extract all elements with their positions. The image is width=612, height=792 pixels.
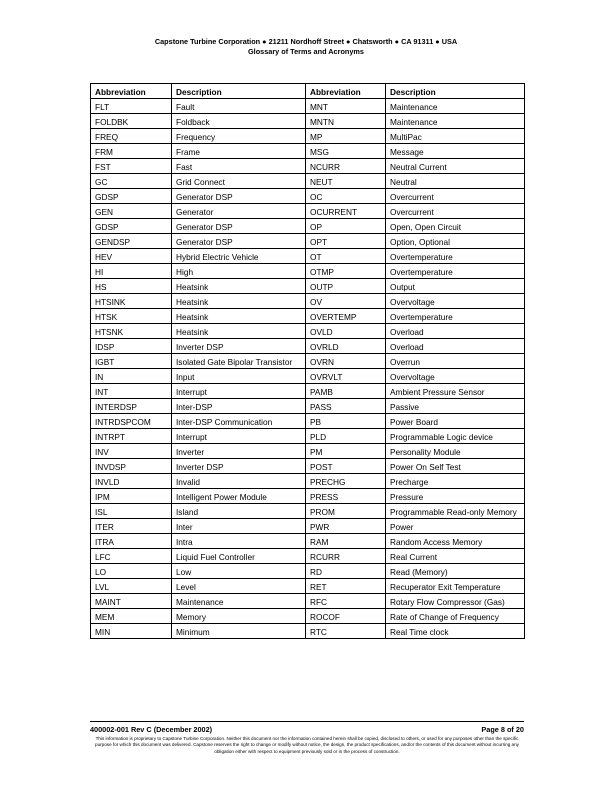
description-cell: High: [172, 264, 306, 279]
abbreviation-cell: GDSP: [91, 219, 172, 234]
abbreviation-cell-2: OVRN: [306, 354, 386, 369]
description-cell: Heatsink: [172, 279, 306, 294]
description-cell: Interrupt: [172, 384, 306, 399]
description-cell: Frame: [172, 144, 306, 159]
table-row: [91, 384, 525, 399]
page-header: [0, 37, 612, 57]
description-cell-2: Overload: [386, 324, 525, 339]
abbreviation-cell: HS: [91, 279, 172, 294]
description-cell-2: Real Time clock: [386, 624, 525, 639]
description-cell-2: Overtemperature: [386, 309, 525, 324]
abbreviation-cell: FREQ: [91, 129, 172, 144]
table-row: [91, 234, 525, 249]
table-row: [91, 354, 525, 369]
abbreviation-cell-2: POST: [306, 459, 386, 474]
abbreviation-cell-2: PB: [306, 414, 386, 429]
table-row: [91, 324, 525, 339]
description-cell-2: Power: [386, 519, 525, 534]
col-header-description: Description: [172, 84, 306, 99]
description-cell: Isolated Gate Bipolar Transistor: [172, 354, 306, 369]
description-cell-2: Output: [386, 279, 525, 294]
description-cell: Intelligent Power Module: [172, 489, 306, 504]
abbreviation-cell-2: RAM: [306, 534, 386, 549]
abbreviation-cell: INV: [91, 444, 172, 459]
description-cell-2: Neutral Current: [386, 159, 525, 174]
description-cell-2: Programmable Logic device: [386, 429, 525, 444]
abbreviation-cell-2: RD: [306, 564, 386, 579]
description-cell-2: Overload: [386, 339, 525, 354]
abbreviation-cell: INTRDSPCOM: [91, 414, 172, 429]
abbreviation-cell: ITRA: [91, 534, 172, 549]
abbreviation-cell: GENDSP: [91, 234, 172, 249]
abbreviation-cell: INTERDSP: [91, 399, 172, 414]
table-row: [91, 459, 525, 474]
table-row: [91, 534, 525, 549]
description-cell: Inter: [172, 519, 306, 534]
table-row: [91, 264, 525, 279]
description-cell: Fast: [172, 159, 306, 174]
abbreviation-cell-2: OV: [306, 294, 386, 309]
description-cell-2: Option, Optional: [386, 234, 525, 249]
description-cell-2: Overtemperature: [386, 249, 525, 264]
description-cell-2: Overcurrent: [386, 189, 525, 204]
description-cell: Island: [172, 504, 306, 519]
description-cell: Generator DSP: [172, 219, 306, 234]
description-cell: Low: [172, 564, 306, 579]
description-cell-2: Rotary Flow Compressor (Gas): [386, 594, 525, 609]
abbreviation-cell: HTSK: [91, 309, 172, 324]
abbreviation-cell: INVLD: [91, 474, 172, 489]
table-row: [91, 144, 525, 159]
description-cell: Maintenance: [172, 594, 306, 609]
abbreviation-cell: FST: [91, 159, 172, 174]
abbreviation-cell: FRM: [91, 144, 172, 159]
table-row: [91, 174, 525, 189]
abbreviation-cell-2: RET: [306, 579, 386, 594]
glossary-table: [90, 83, 525, 639]
description-cell-2: Overcurrent: [386, 204, 525, 219]
description-cell-2: Overvoltage: [386, 369, 525, 384]
abbreviation-cell: HTSINK: [91, 294, 172, 309]
description-cell-2: MultiPac: [386, 129, 525, 144]
abbreviation-cell: GDSP: [91, 189, 172, 204]
table-row: [91, 294, 525, 309]
description-cell-2: Precharge: [386, 474, 525, 489]
glossary-table-header: [91, 84, 525, 99]
abbreviation-cell-2: RCURR: [306, 549, 386, 564]
abbreviation-cell-2: NCURR: [306, 159, 386, 174]
table-row: [91, 369, 525, 384]
description-cell-2: Passive: [386, 399, 525, 414]
abbreviation-cell: MEM: [91, 609, 172, 624]
description-cell-2: Open, Open Circuit: [386, 219, 525, 234]
abbreviation-cell: IGBT: [91, 354, 172, 369]
abbreviation-cell-2: OTMP: [306, 264, 386, 279]
table-row: [91, 414, 525, 429]
abbreviation-cell-2: MP: [306, 129, 386, 144]
description-cell-2: Power Board: [386, 414, 525, 429]
abbreviation-cell: GC: [91, 174, 172, 189]
abbreviation-cell-2: PROM: [306, 504, 386, 519]
abbreviation-cell-2: OUTP: [306, 279, 386, 294]
abbreviation-cell-2: MSG: [306, 144, 386, 159]
description-cell-2: Random Access Memory: [386, 534, 525, 549]
description-cell-2: Maintenance: [386, 99, 525, 114]
abbreviation-cell-2: OP: [306, 219, 386, 234]
description-cell-2: Real Current: [386, 549, 525, 564]
description-cell-2: Message: [386, 144, 525, 159]
abbreviation-cell-2: PRECHG: [306, 474, 386, 489]
header-row: [91, 84, 525, 99]
description-cell-2: Personality Module: [386, 444, 525, 459]
table-row: [91, 444, 525, 459]
table-row: [91, 249, 525, 264]
abbreviation-cell: MIN: [91, 624, 172, 639]
abbreviation-cell: ISL: [91, 504, 172, 519]
col-header-abbreviation: Abbreviation: [91, 84, 172, 99]
description-cell: Inter-DSP Communication: [172, 414, 306, 429]
description-cell-2: Power On Self Test: [386, 459, 525, 474]
abbreviation-cell: IN: [91, 369, 172, 384]
description-cell: Inverter DSP: [172, 459, 306, 474]
table-row: [91, 114, 525, 129]
description-cell: Hybrid Electric Vehicle: [172, 249, 306, 264]
abbreviation-cell-2: OVLD: [306, 324, 386, 339]
document-title: Glossary of Terms and Acronyms: [248, 47, 364, 56]
abbreviation-cell: INVDSP: [91, 459, 172, 474]
col-header-description-2: Description: [386, 84, 525, 99]
abbreviation-cell-2: RFC: [306, 594, 386, 609]
abbreviation-cell-2: PWR: [306, 519, 386, 534]
abbreviation-cell: IDSP: [91, 339, 172, 354]
description-cell-2: Overvoltage: [386, 294, 525, 309]
abbreviation-cell-2: ROCOF: [306, 609, 386, 624]
table-row: [91, 129, 525, 144]
abbreviation-cell-2: PASS: [306, 399, 386, 414]
description-cell-2: Programmable Read-only Memory: [386, 504, 525, 519]
table-row: [91, 594, 525, 609]
description-cell: Heatsink: [172, 324, 306, 339]
description-cell: Invalid: [172, 474, 306, 489]
abbreviation-cell: HI: [91, 264, 172, 279]
table-row: [91, 204, 525, 219]
description-cell: Heatsink: [172, 309, 306, 324]
footer-document-id: 400002-001 Rev C (December 2002): [90, 725, 213, 734]
abbreviation-cell-2: OVRVLT: [306, 369, 386, 384]
abbreviation-cell: HTSNK: [91, 324, 172, 339]
description-cell-2: Overtemperature: [386, 264, 525, 279]
abbreviation-cell-2: RTC: [306, 624, 386, 639]
description-cell-2: Overrun: [386, 354, 525, 369]
description-cell: Generator DSP: [172, 234, 306, 249]
abbreviation-cell: HEV: [91, 249, 172, 264]
abbreviation-cell-2: PM: [306, 444, 386, 459]
abbreviation-cell-2: OT: [306, 249, 386, 264]
abbreviation-cell: ITER: [91, 519, 172, 534]
glossary-table-body: [91, 99, 525, 639]
abbreviation-cell: INTRPT: [91, 429, 172, 444]
table-row: [91, 519, 525, 534]
description-cell: Generator DSP: [172, 189, 306, 204]
description-cell-2: Maintenance: [386, 114, 525, 129]
table-row: [91, 609, 525, 624]
table-row: [91, 429, 525, 444]
table-row: [91, 339, 525, 354]
table-row: [91, 564, 525, 579]
description-cell: Fault: [172, 99, 306, 114]
abbreviation-cell: LVL: [91, 579, 172, 594]
abbreviation-cell-2: OVERTEMP: [306, 309, 386, 324]
footer-divider: [90, 721, 524, 722]
abbreviation-cell-2: OVRLD: [306, 339, 386, 354]
description-cell: Frequency: [172, 129, 306, 144]
description-cell: Memory: [172, 609, 306, 624]
description-cell: Minimum: [172, 624, 306, 639]
description-cell-2: Rate of Change of Frequency: [386, 609, 525, 624]
abbreviation-cell-2: OC: [306, 189, 386, 204]
description-cell: Foldback: [172, 114, 306, 129]
table-row: [91, 399, 525, 414]
abbreviation-cell-2: OCURRENT: [306, 204, 386, 219]
company-address-line: Capstone Turbine Corporation ● 21211 Nordhoff Street ● Chatsworth ● CA 91311 ● USA: [154, 37, 458, 46]
abbreviation-cell: FLT: [91, 99, 172, 114]
description-cell: Input: [172, 369, 306, 384]
abbreviation-cell-2: PRESS: [306, 489, 386, 504]
footer-proprietary-notice: This information is proprietary to Capstone Turbine Corporation. Neither this document nor the information contained herein shall be copied, disclosed to others, or used for any purposes other than the specific purpose for which this document was delivered. Capstone reserves the right to change or modify without notice, the design, the product specifications, and/or the contents of this document without incurring any obligation either with respect to equipment previously sold or in the process of construction.: [95, 736, 519, 754]
description-cell: Intra: [172, 534, 306, 549]
table-row: [91, 99, 525, 114]
description-cell: Heatsink: [172, 294, 306, 309]
description-cell: Level: [172, 579, 306, 594]
table-row: [91, 474, 525, 489]
abbreviation-cell: FOLDBK: [91, 114, 172, 129]
description-cell: Generator: [172, 204, 306, 219]
description-cell-2: Pressure: [386, 489, 525, 504]
table-row: [91, 219, 525, 234]
abbreviation-cell: IPM: [91, 489, 172, 504]
table-row: [91, 549, 525, 564]
table-row: [91, 489, 525, 504]
description-cell: Interrupt: [172, 429, 306, 444]
description-cell-2: Recuperator Exit Temperature: [386, 579, 525, 594]
abbreviation-cell-2: MNTN: [306, 114, 386, 129]
description-cell: Inverter: [172, 444, 306, 459]
description-cell-2: Read (Memory): [386, 564, 525, 579]
description-cell: Inter-DSP: [172, 399, 306, 414]
abbreviation-cell: INT: [91, 384, 172, 399]
table-row: [91, 189, 525, 204]
table-row: [91, 579, 525, 594]
abbreviation-cell: GEN: [91, 204, 172, 219]
table-row: [91, 159, 525, 174]
description-cell-2: Neutral: [386, 174, 525, 189]
table-row: [91, 624, 525, 639]
table-row: [91, 309, 525, 324]
abbreviation-cell: LFC: [91, 549, 172, 564]
description-cell: Inverter DSP: [172, 339, 306, 354]
abbreviation-cell-2: OPT: [306, 234, 386, 249]
abbreviation-cell: MAINT: [91, 594, 172, 609]
table-row: [91, 279, 525, 294]
abbreviation-cell-2: PAMB: [306, 384, 386, 399]
abbreviation-cell-2: PLD: [306, 429, 386, 444]
footer-page-number: Page 8 of 20: [481, 725, 524, 734]
col-header-abbreviation-2: Abbreviation: [306, 84, 386, 99]
description-cell: Liquid Fuel Controller: [172, 549, 306, 564]
description-cell-2: Ambient Pressure Sensor: [386, 384, 525, 399]
abbreviation-cell-2: NEUT: [306, 174, 386, 189]
description-cell: Grid Connect: [172, 174, 306, 189]
abbreviation-cell: LO: [91, 564, 172, 579]
abbreviation-cell-2: MNT: [306, 99, 386, 114]
table-row: [91, 504, 525, 519]
